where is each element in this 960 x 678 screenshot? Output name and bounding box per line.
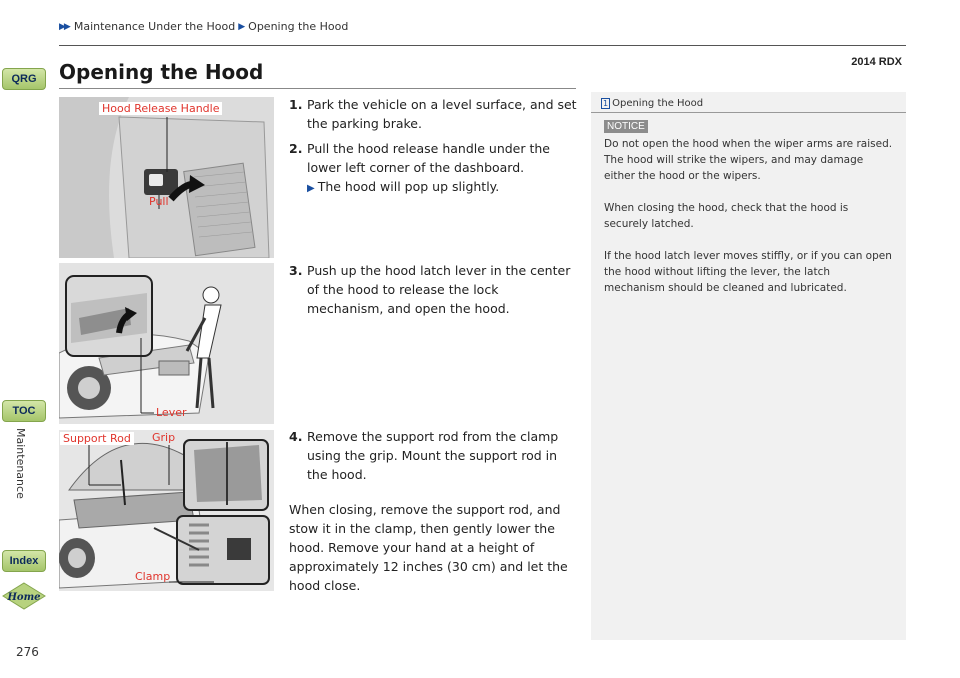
step-result-text: The hood will pop up slightly.: [317, 179, 500, 194]
support-rod-image: [59, 430, 274, 591]
breadcrumb: [59, 20, 348, 33]
step-text: Pull the hood release handle under the lower left corner of the dashboard.: [307, 141, 550, 175]
home-button[interactable]: [2, 582, 46, 610]
chevron-right-icon: ▶: [238, 21, 244, 32]
step-number: 4.: [289, 429, 303, 444]
model-label: 2014 RDX: [851, 56, 902, 68]
note-heading-text: Opening the Hood: [612, 98, 704, 109]
callout-grip: Grip: [152, 431, 176, 444]
note-paragraph-1b: The hood will strike the wipers, and may damage either the hood or the wipers.: [604, 154, 864, 182]
step-text: Push up the hood latch lever in the center of the hood to release the lock mechanism, and open the hood.: [307, 263, 571, 316]
callout-hood-release-handle: Hood Release Handle: [99, 102, 222, 115]
note-ref-badge: 1: [603, 99, 609, 108]
note-paragraph-3: If the hood latch lever moves stiffly, or if you can open the hood without lifting the lever, the latch mechanism should be cleaned and lubricated.: [604, 250, 892, 294]
note-paragraph-2: When closing the hood, check that the hood is securely latched.: [604, 202, 849, 230]
section-label: Maintenance: [14, 428, 27, 499]
callout-support-rod: Support Rod: [60, 432, 134, 445]
step-text: Remove the support rod from the clamp using the grip. Mount the support rod in the hood.: [307, 429, 559, 482]
note-paragraph-1: Do not open the hood when the wiper arms are raised.: [604, 138, 893, 150]
hood-latch-lever-image: [59, 263, 274, 424]
index-tab[interactable]: Index: [2, 550, 46, 572]
home-label: Home: [7, 592, 41, 603]
home-icon: [2, 582, 46, 610]
callout-lever: Lever: [156, 406, 187, 419]
step-number: 3.: [289, 263, 303, 278]
closing-paragraph: When closing, remove the support rod, and stow it in the clamp, then gently lower the hood. Remove your hand at a height of approximately 12 inches (30 cm) and let the hood close.: [289, 502, 568, 593]
breadcrumb-item-maintenance[interactable]: Maintenance Under the Hood: [73, 20, 236, 33]
notice-badge: NOTICE: [604, 120, 648, 133]
breadcrumb-item-opening-hood[interactable]: Opening the Hood: [248, 20, 349, 33]
hood-release-handle-image: [59, 97, 274, 258]
arrow-right-icon: ▶: [307, 183, 315, 194]
page-title: Opening the Hood: [59, 60, 264, 84]
step-text: Park the vehicle on a level surface, and set the parking brake.: [307, 97, 577, 131]
toc-tab[interactable]: TOC: [2, 400, 46, 422]
note-divider: [591, 112, 906, 113]
note-body: [604, 136, 894, 312]
note-heading: [591, 98, 906, 109]
step-result: [289, 177, 577, 198]
side-note: [591, 92, 906, 640]
step-4: [289, 427, 577, 484]
callout-clamp: Clamp: [135, 570, 171, 583]
step-number: 1.: [289, 97, 303, 112]
page-number: 276: [16, 645, 39, 659]
callout-pull: Pull: [149, 195, 169, 208]
step-number: 2.: [289, 141, 303, 156]
title-divider: [59, 88, 576, 89]
qrg-tab[interactable]: QRG: [2, 68, 46, 90]
chevron-right-icon: ▶▶: [59, 21, 69, 32]
header-divider: [59, 45, 906, 46]
step-3: [289, 261, 577, 318]
step-2: [289, 139, 577, 198]
step-1: [289, 95, 577, 133]
